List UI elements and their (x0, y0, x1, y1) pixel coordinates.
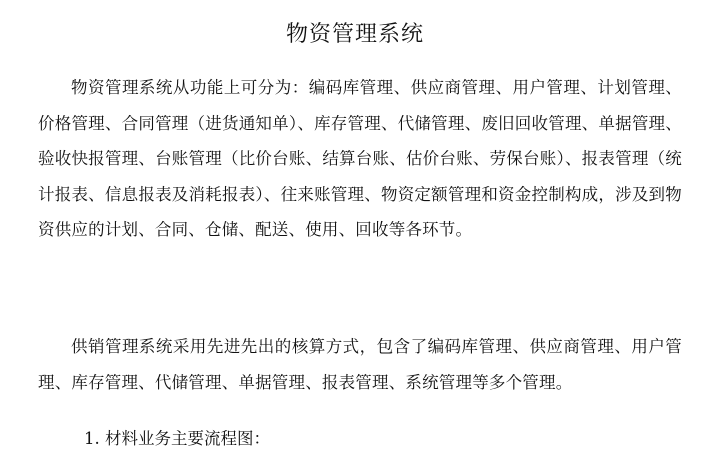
paragraph-system-functions: 物资管理系统从功能上可分为：编码库管理、供应商管理、用户管理、计划管理、价格管理、合同管理（进货通知单）、库存管理、代储管理、废旧回收管理、单据管理、验收快报管理、台账管理（比价台账、结算台账、估价台账、劳保台账）、报表管理（统计报表、信息报表及消耗报表）、往来账管理、物资定额管理和资金控制构成，涉及到物资供应的计划、合同、仓储、配送、使用、回收等各环节。 (38, 78, 682, 239)
document-title: 物资管理系统 (285, 22, 424, 47)
paragraph-supply-system: 供销管理系统采用先进先出的核算方式，包含了编码库管理、供应商管理、用户管理、库存管理、代储管理、单据管理、报表管理、系统管理等多个管理。 (38, 337, 682, 392)
list-item-flowchart-heading: 1. 材料业务主要流程图： (84, 429, 270, 448)
